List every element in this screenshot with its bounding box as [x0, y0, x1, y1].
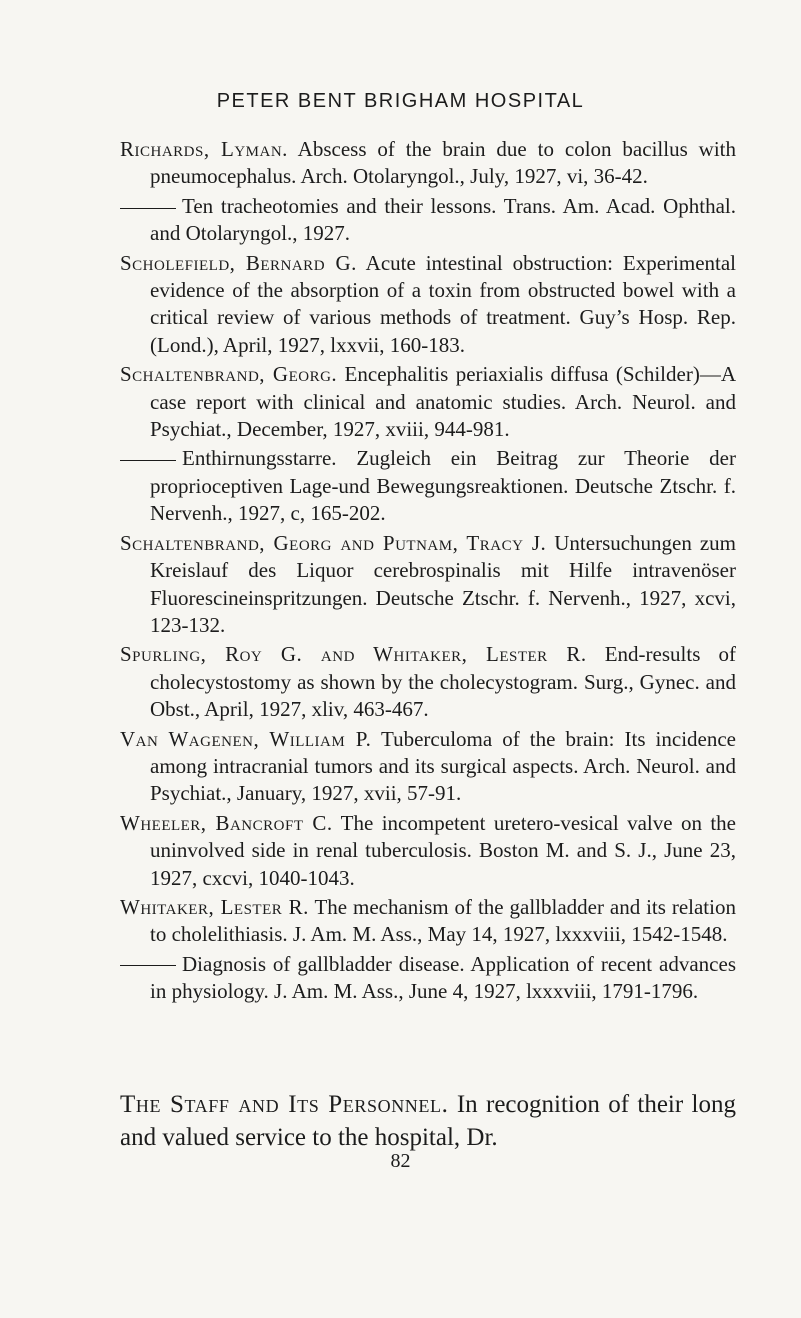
reference-author: Richards, Lyman. [120, 137, 288, 161]
reference-entry [120, 445, 736, 527]
closing-paragraph [120, 1088, 736, 1154]
reference-author: Schaltenbrand, Georg and Putnam, Tracy J. [120, 530, 547, 555]
reference-text: Ten tracheotomies and their lessons. Trans. Am. Acad. Ophthal. and Otolaryngol., 1927. [150, 193, 736, 246]
section-heading: The Staff and Its Personnel. [120, 1091, 449, 1118]
reference-list [120, 136, 736, 1008]
reference-entry [120, 810, 736, 892]
reference-text: Abscess of the brain due to colon bacillus with pneumocephalus. Arch. Otolaryngol., July, 1927, vi, 36-42. [150, 137, 736, 189]
reference-text: The mechanism of the gallbladder and its relation to cholelithiasis. J. Am. M. Ass., May 14, 1927, lxxxviii, 1542-1548. [150, 894, 736, 947]
reference-entry [120, 951, 736, 1006]
reference-entry [120, 250, 736, 360]
reference-author: Schaltenbrand, Georg. [120, 362, 338, 387]
reference-author: Spurling, Roy G. and Whitaker, Lester R. [120, 642, 587, 667]
reference-text: The incompetent uretero-vesical valve on the uninvolved side in renal tuberculosis. Boston M. and S. J., June 23, 1927, cxcvi, 1040-1043. [150, 810, 737, 890]
reference-entry [120, 530, 736, 640]
reference-entry [120, 726, 736, 808]
reference-author: Scholefield, Bernard G. [120, 250, 357, 275]
reference-entry [120, 361, 736, 443]
ditto-dash [120, 965, 176, 966]
reference-text: Diagnosis of gallbladder disease. Application of recent advances in physiology. J. Am. M. Ass., June 4, 1927, lxxxviii, 1791-1796. [150, 951, 736, 1004]
reference-entry [120, 641, 736, 723]
reference-text: Enthirnungsstarre. Zugleich ein Beitrag zur Theorie der proprioceptiven Lage-und Bewegungsreaktionen. Deutsche Ztschr. f. Nervenh., 1927, c, 165-202. [150, 446, 736, 526]
ditto-dash [120, 208, 176, 209]
reference-entry [120, 894, 736, 949]
section-text: In recognition of their long and valued service to the hospital, Dr. [120, 1091, 737, 1151]
reference-text: End-results of cholecystostomy as shown by the cholecystogram. Surg., Gynec. and Obst., April, 1927, xliv, 463-467. [150, 642, 736, 722]
reference-text: Acute intestinal obstruction: Experimental evidence of the absorption of a toxin from obstructed bowel with a critical review of various methods of treatment. Guy’s Hosp. Rep. (Lond.), April, 1927, lxxvii, 160-183. [150, 250, 737, 357]
reference-text: Untersuchungen zum Kreislauf des Liquor cerebrospinalis mit Hilfe intravenöser Fluorescineinspritzungen. Deutsche Ztschr. f. Nervenh., 1927, xcvi, 123-132. [150, 530, 736, 637]
running-head: PETER BENT BRIGHAM HOSPITAL [216, 90, 585, 112]
ditto-dash [120, 460, 176, 461]
reference-entry [120, 193, 736, 248]
reference-text: Tuberculoma of the brain: Its incidence among intracranial tumors and its surgical aspects. Arch. Neurol. and Psychiat., January, 1927, xvii, 57-91. [150, 726, 736, 806]
page-number: 82 [390, 1150, 411, 1172]
reference-author: Van Wagenen, William P. [120, 726, 372, 751]
reference-author: Wheeler, Bancroft C. [120, 810, 333, 835]
reference-entry [120, 136, 736, 191]
reference-text: Encephalitis periaxialis diffusa (Schilder)—A case report with clinical and anatomic studies. Arch. Neurol. and Psychiat., December, 1927, xviii, 944-981. [150, 362, 736, 442]
reference-author: Whitaker, Lester R. [120, 894, 309, 919]
